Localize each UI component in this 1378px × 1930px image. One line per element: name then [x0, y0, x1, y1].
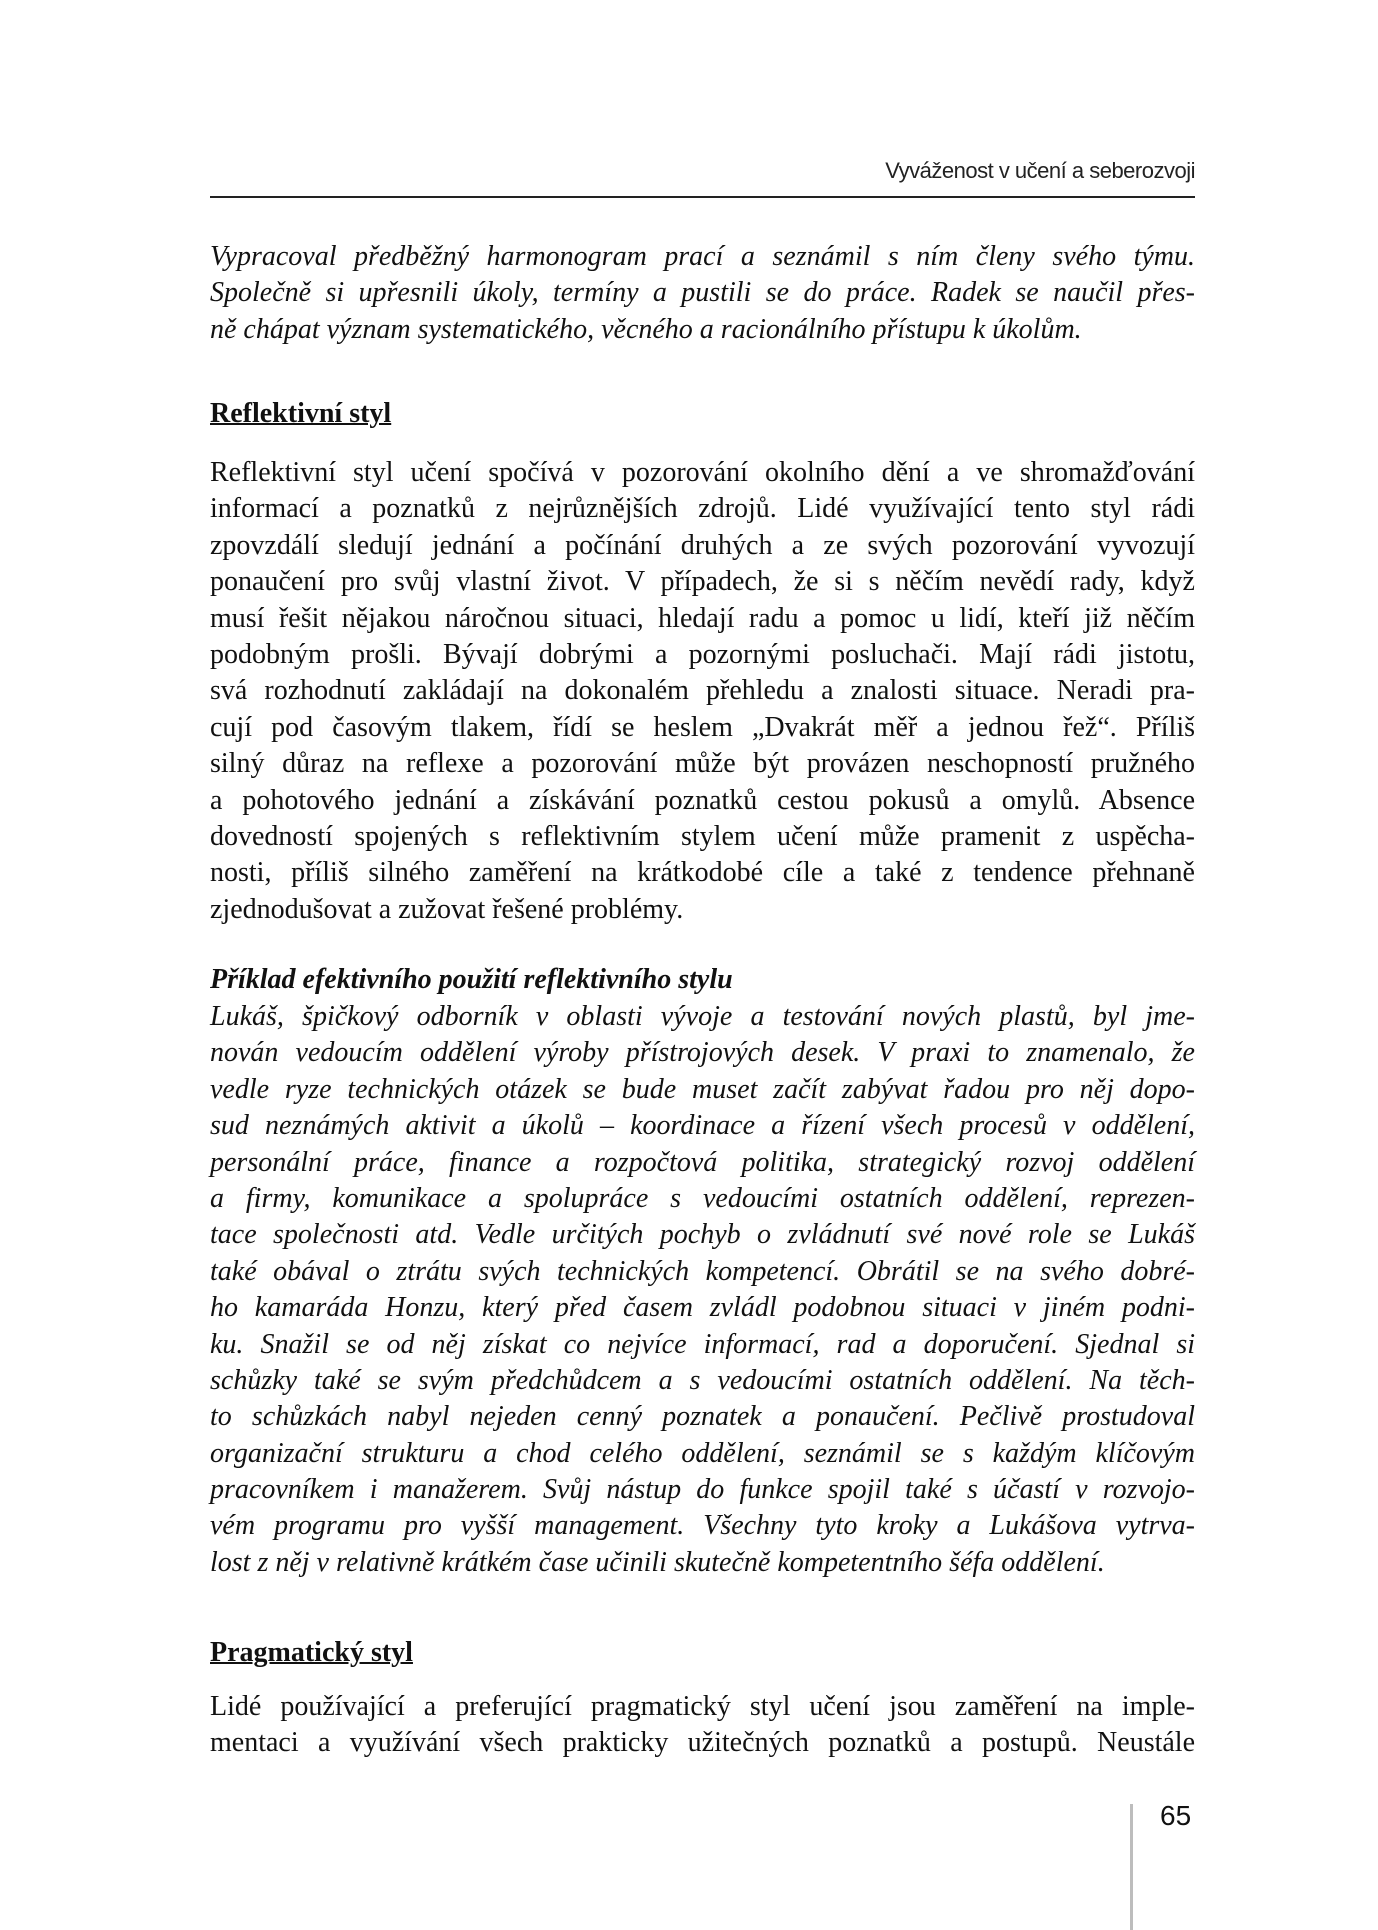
footer-vertical-bar	[1130, 1804, 1133, 1930]
text-line: svá rozhodnutí zakládají na dokonalém přehledu a znalosti situace. Neradi pra-	[210, 675, 1195, 707]
text-line: to schůzkách nabyl nejeden cenný poznatek a ponaučení. Pečlivě prostudoval	[210, 1401, 1195, 1433]
text-line: nosti, příliš silného zaměření na krátkodobé cíle a také z tendence přehnaně	[210, 857, 1195, 889]
text-line: dovedností spojených s reflektivním stylem učení může pramenit z uspěcha-	[210, 820, 1195, 852]
section-heading-pragmatic: Pragmatický styl	[210, 1637, 413, 1668]
text-line: Vypracoval předběžný harmonogram prací a seznámil s ním členy svého týmu.	[210, 241, 1195, 272]
text-line: lost z něj v relativně krátkém čase učinili skutečně kompetentního šéfa oddělení.	[210, 1546, 1105, 1578]
text-line: musí řešit nějakou náročnou situaci, hledají radu a pomoc u lidí, kteří již něčím	[210, 602, 1195, 634]
text-line: ponaučení pro svůj vlastní život. V případech, že si s něčím nevědí rady, když	[210, 566, 1195, 598]
text-line: informací a poznatků z nejrůznějších zdrojů. Lidé využívající tento styl rádi	[210, 493, 1195, 525]
header-rule	[210, 196, 1195, 198]
running-header-title: Vyváženost v učení a seberozvoji	[885, 158, 1195, 183]
text-line: ku. Snažil se od něj získat co nejvíce informací, rad a doporučení. Sjednal si	[210, 1328, 1195, 1360]
text-line: a pohotového jednání a získávání poznatků cestou pokusů a omylů. Absence	[210, 784, 1195, 816]
text-line: cují pod časovým tlakem, řídí se heslem „Dvakrát měř a jednou řež“. Příliš	[210, 711, 1195, 743]
text-line: Reflektivní styl učení spočívá v pozorování okolního dění a ve shromažďování	[210, 457, 1195, 488]
text-line: zpovzdálí sledují jednání a počínání druhých a ze svých pozorování vyvozují	[210, 529, 1195, 561]
text-line: zjednodušovat a zužovat řešené problémy.	[210, 893, 684, 925]
text-line: Lidé používající a preferující pragmatický styl učení jsou zaměření na imple-	[210, 1691, 1195, 1722]
text-line: vém programu pro vyšší management. Všechny tyto kroky a Lukášova vytrva-	[210, 1510, 1195, 1542]
text-line: nován vedoucím oddělení výroby přístrojových desek. V praxi to znamenalo, že	[210, 1037, 1195, 1069]
intro-italic-paragraph	[210, 239, 1195, 348]
text-line: ho kamaráda Honzu, který před časem zvládl podobnou situaci v jiném podni-	[210, 1292, 1195, 1324]
example-paragraph	[210, 999, 1195, 1581]
text-line: pracovníkem i manažerem. Svůj nástup do funkce spojil také s účastí v rozvojo-	[210, 1474, 1195, 1506]
text-line: mentaci a využívání všech prakticky užitečných poznatků a postupů. Neustále	[210, 1727, 1195, 1759]
pragmatic-style-paragraph	[210, 1689, 1195, 1762]
text-line: schůzky také se svým předchůdcem a s vedoucími ostatních oddělení. Na těch-	[210, 1364, 1195, 1396]
text-line: Společně si upřesnili úkoly, termíny a pustili se do práce. Radek se naučil přes-	[210, 277, 1195, 309]
example-heading: Příklad efektivního použití reflektivního stylu	[210, 964, 733, 995]
text-line: ně chápat význam systematického, věcného a racionálního přístupu k úkolům.	[210, 313, 1082, 345]
text-line: Lukáš, špičkový odborník v oblasti vývoje a testování nových plastů, byl jme-	[210, 1001, 1195, 1032]
text-line: vedle ryze technických otázek se bude muset začít zabývat řadou pro něj dopo-	[210, 1073, 1195, 1105]
section-heading-reflective: Reflektivní styl	[210, 398, 392, 429]
text-line: personální práce, finance a rozpočtová politika, strategický rozvoj oddělení	[210, 1146, 1195, 1178]
reflective-style-paragraph	[210, 455, 1195, 928]
text-line: silný důraz na reflexe a pozorování může být provázen neschopností pružného	[210, 748, 1195, 780]
text-line: tace společnosti atd. Vedle určitých pochyb o zvládnutí své nové role se Lukáš	[210, 1219, 1195, 1251]
text-line: a firmy, komunikace a spolupráce s vedoucími ostatních oddělení, reprezen-	[210, 1182, 1195, 1214]
text-line: sud neznámých aktivit a úkolů – koordinace a řízení všech procesů v oddělení,	[210, 1110, 1195, 1142]
text-line: podobným prošli. Bývají dobrými a pozornými posluchači. Mají rádi jistotu,	[210, 638, 1195, 670]
text-line: také obával o ztrátu svých technických kompetencí. Obrátil se na svého dobré-	[210, 1255, 1195, 1287]
page-number: 65	[1160, 1800, 1192, 1831]
text-line: organizační strukturu a chod celého oddělení, seznámil se s každým klíčovým	[210, 1437, 1195, 1469]
